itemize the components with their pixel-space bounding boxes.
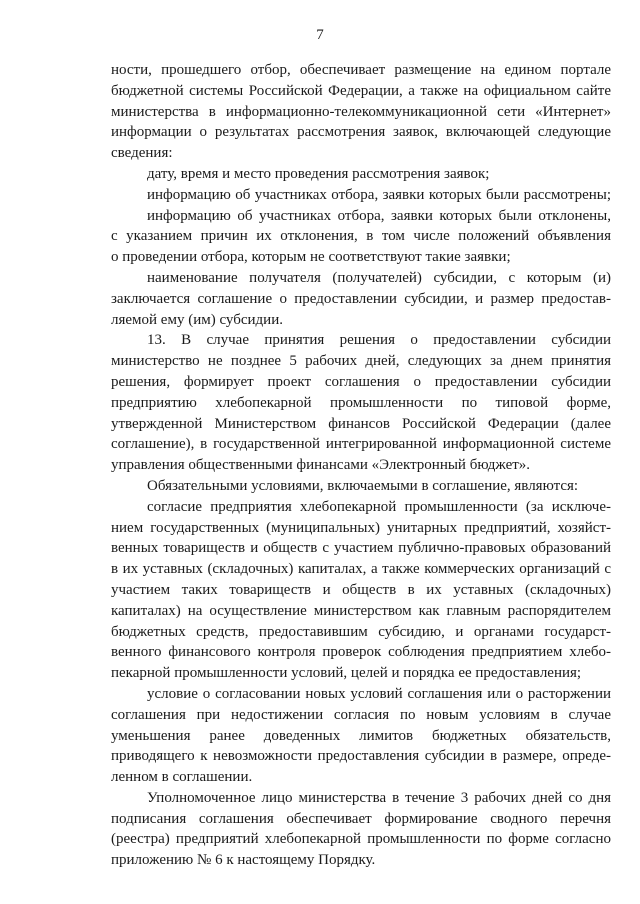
body-text <box>111 60 611 871</box>
text-line: 13. В случае принятия решения о предоставлении субсидии <box>147 332 611 349</box>
text-line: бюджетной системы Российской Федерации, а также на официальном сайте <box>111 82 611 99</box>
text-line: соглашения при недостижении согласия по новым условиям в случае <box>111 706 611 723</box>
text-line: информацию об участниках отбора, заявки которых были рассмотрены; <box>147 186 611 203</box>
text-line: о проведении отбора, которым не соответствуют такие заявки; <box>111 249 511 266</box>
text-line: ленном в соглашении. <box>111 769 253 786</box>
text-line: пекарной промышленности условий, целей и порядка ее предоставления; <box>111 665 582 682</box>
text-line: приложению № 6 к настоящему Порядку. <box>111 852 376 869</box>
text-line: венных товариществ и обществ с участием публично-правовых образований <box>111 540 611 557</box>
text-line: решения, формирует проект соглашения о предоставлении субсидии <box>111 373 611 390</box>
text-line: капиталах) на осуществление министерством как главным распорядителем <box>111 602 611 619</box>
text-line: информации о результатах рассмотрения заявок, включающей следующие <box>111 124 611 141</box>
text-line: управления общественными финансами «Электронный бюджет». <box>111 457 531 474</box>
text-line: приводящего к невозможности предоставления субсидии в размере, опреде- <box>111 748 611 765</box>
text-line: нием государственных (муниципальных) унитарных предприятий, хозяйст- <box>111 519 611 536</box>
text-line: ляемой ему (им) субсидии. <box>111 311 283 328</box>
text-line: заключается соглашение о предоставлении субсидии, и размер предостав- <box>111 290 611 307</box>
text-line: информацию об участниках отбора, заявки которых были отклонены, <box>147 207 611 224</box>
text-line: подписания соглашения обеспечивает формирование сводного перечня <box>111 810 611 827</box>
text-line: министерство не позднее 5 рабочих дней, следующих за днем принятия <box>111 353 611 370</box>
text-line: согласие предприятия хлебопекарной промышленности (за исключе- <box>147 498 611 515</box>
text-line: с указанием причин их отклонения, в том числе положений объявления <box>111 228 611 245</box>
text-line: в их уставных (складочных) капиталах, а также коммерческих организаций с <box>111 561 611 578</box>
text-line: условие о согласовании новых условий соглашения или о расторжении <box>147 685 611 702</box>
text-line: сведения: <box>111 145 173 162</box>
text-line: бюджетных средств, предоставившим субсидию, и органами государст- <box>111 623 611 640</box>
text-line: дату, время и место проведения рассмотрения заявок; <box>147 165 490 182</box>
text-line: уменьшения ранее доведенных лимитов бюджетных обязательств, <box>111 727 611 744</box>
text-line: министерства в информационно-телекоммуникационной сети «Интернет» <box>111 103 611 120</box>
page-number: 7 <box>316 27 324 43</box>
text-line: венного финансового контроля проверок соблюдения предприятием хлебо- <box>111 644 611 661</box>
text-line: Уполномоченное лицо министерства в течение 3 рабочих дней со дня <box>147 789 611 806</box>
text-line: ности, прошедшего отбор, обеспечивает размещение на едином портале <box>111 62 611 78</box>
text-line: наименование получателя (получателей) субсидии, с которым (и) <box>147 269 611 286</box>
text-line: предприятию хлебопекарной промышленности по типовой форме, <box>111 394 611 411</box>
text-line: участием таких товариществ и обществ в их уставных (складочных) <box>111 581 611 598</box>
text-line: Обязательными условиями, включаемыми в соглашение, являются: <box>147 477 579 494</box>
text-line: (реестра) предприятий хлебопекарной промышленности по форме согласно <box>111 831 611 848</box>
text-line: соглашение), в государственной интегрированной информационной системе <box>111 436 611 453</box>
text-line: утвержденной Министерством финансов Российской Федерации (далее <box>111 415 611 432</box>
